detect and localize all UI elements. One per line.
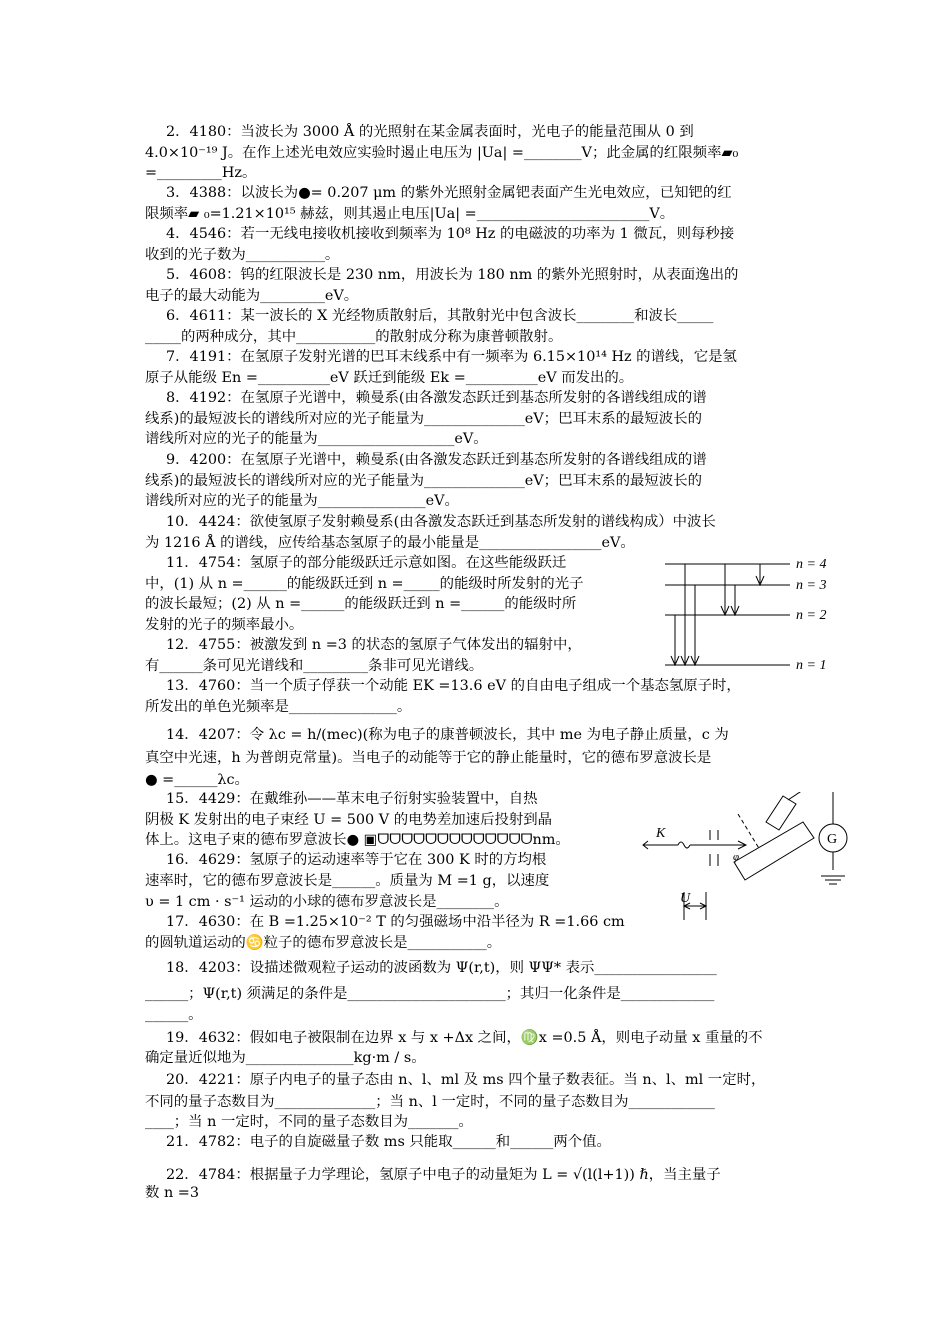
galvanometer-label: G xyxy=(827,832,838,847)
text-line: 2．4180：当波长为 3000 Å 的光照射在某金属表面时，光电子的能量范围从 0 到 xyxy=(166,124,694,140)
text-line: 中，(1) 从 n =______的能级跃迁到 n =_____的能级时所发射的光子 xyxy=(145,576,584,592)
text-line: 18．4203：设描述微观粒子运动的波函数为 Ψ(r,t)，则 ΨΨ* 表示_________________ xyxy=(166,960,717,976)
text-line: 13．4760：当一个质子俘获一个动能 EK =13.6 eV 的自由电子组成一个基态氢原子时， xyxy=(166,678,741,694)
text-line: ● =______λc。 xyxy=(145,772,249,788)
text-line: 收到的光子数为___________。 xyxy=(145,247,340,263)
text-line: 线系)的最短波长的谱线所对应的光子能量为______________eV；巴耳末系的最短波长的 xyxy=(145,411,702,427)
text-line: 电子的最大动能为_________eV。 xyxy=(145,288,359,304)
text-line: 21．4782：电子的自旋磁量子数 ms 只能取______和______两个值。 xyxy=(166,1134,611,1150)
text-line: 所发出的单色光频率是_______________。 xyxy=(145,699,412,715)
level-label-n4: n = 4 xyxy=(796,557,827,572)
text-line: 11．4754：氢原子的部分能级跃迁示意如图。在这些能级跃迁 xyxy=(166,555,567,571)
text-line: 速率时，它的德布罗意波长是______。质量为 M =1 g，以速度 xyxy=(145,873,550,889)
text-line: 5．4608：钨的红限波长是 230 nm，用波长为 180 nm 的紫外光照射时，从表面逸出的 xyxy=(166,267,739,283)
text-line: 不同的量子态数目为______________；当 n、l 一定时，不同的量子态数目为____________ xyxy=(145,1094,715,1110)
text-line: υ = 1 cm · s⁻¹ 运动的小球的德布罗意波长是________。 xyxy=(145,894,509,910)
text-line: 9．4200：在氢原子光谱中，赖曼系(由各激发态跃迁到基态所发射的各谱线组成的谱 xyxy=(166,452,707,468)
text-line: 体上。这电子束的德布罗意波长● ▣ᗜᗜᗜᗜᗜᗜᗜᗜᗜᗜᗜᗜᗜnm。 xyxy=(145,832,570,848)
text-line: 发射的光子的频率最小。 xyxy=(145,617,304,633)
text-line: 真空中光速，h 为普朗克常量)。当电子的动能等于它的静止能量时，它的德布罗意波长是 xyxy=(145,750,712,766)
text-line: 谱线所对应的光子的能量为___________________eV。 xyxy=(145,431,488,447)
level-label-n2: n = 2 xyxy=(796,608,827,623)
text-line: 16．4629：氢原子的运动速率等于它在 300 K 时的方均根 xyxy=(166,852,547,868)
davisson-germer-apparatus xyxy=(638,792,860,932)
voltage-label: U xyxy=(680,891,691,906)
text-line: _____的两种成分，其中___________的散射成分称为康普顿散射。 xyxy=(145,329,563,345)
text-line: 的波长最短；(2) 从 n =______的能级跃迁到 n =______的能级时所 xyxy=(145,596,577,612)
angle-label: φ xyxy=(733,851,740,863)
text-line: 限频率▰ ₀=1.21×10¹⁵ 赫兹，则其遏止电压|Ua| =________________________V。 xyxy=(145,206,675,222)
text-line: 14．4207：令 λc = h/(mec)(称为电子的康普顿波长，其中 me 为电子静止质量，c 为 xyxy=(166,727,729,743)
text-line: 6．4611：某一波长的 X 光经物质散射后，其散射光中包含波长________和波长_____ xyxy=(166,308,714,324)
text-line: 谱线所对应的光子的能量为_______________eV。 xyxy=(145,493,459,509)
text-line: 7．4191：在氢原子发射光谱的巴耳末线系中有一频率为 6.15×10¹⁴ Hz 的谱线，它是氢 xyxy=(166,349,737,365)
text-line: 确定量近似地为_______________kg·m / s。 xyxy=(145,1050,426,1066)
text-line: 原子从能级 En =__________eV 跃迁到能级 Ek =__________eV 而发出的。 xyxy=(145,370,634,386)
text-line: 4.0×10⁻¹⁹ J。在作上述光电效应实验时遏止电压为 |Ua| =________V；此金属的红限频率▰₀ xyxy=(145,145,739,161)
energy-level-diagram xyxy=(655,552,840,677)
cathode-label: K xyxy=(656,826,666,841)
text-line: 线系)的最短波长的谱线所对应的光子能量为______________eV；巴耳末系的最短波长的 xyxy=(145,473,702,489)
text-line: 19．4632：假如电子被限制在边界 x 与 x +Δx 之间，♍x =0.5 Å，则电子动量 x 重量的不 xyxy=(166,1030,763,1046)
text-line: 阴极 K 发射出的电子束经 U = 500 V 的电势差加速后投射到晶 xyxy=(145,812,553,828)
text-line: 4．4546：若一无线电接收机接收到频率为 10⁸ Hz 的电磁波的功率为 1 微瓦，则每秒接 xyxy=(166,226,735,242)
text-line: 3．4388：以波长为●= 0.207 μm 的紫外光照射金属钯表面产生光电效应，已知钯的红 xyxy=(166,185,732,201)
text-line: 15．4429：在戴维孙——革末电子衍射实验装置中，自热 xyxy=(166,791,538,807)
text-line: 12．4755：被激发到 n =3 的状态的氢原子气体发出的辐射中， xyxy=(166,637,582,653)
text-line: 的圆轨道运动的♋粒子的德布罗意波长是___________。 xyxy=(145,935,502,951)
text-line: =_________Hz。 xyxy=(145,165,257,181)
text-line: 20．4221：原子内电子的量子态由 n、l、ml 及 ms 四个量子数表征。当 n、l、ml 一定时， xyxy=(166,1072,766,1088)
text-line: 数 n =3 xyxy=(145,1185,200,1201)
text-line: 10．4424：欲使氢原子发射赖曼系(由各激发态跃迁到基态所发射的谱线构成）中波长 xyxy=(166,514,716,530)
text-line: 22．4784：根据量子力学理论，氢原子中电子的动量矩为 L = √(l(l+1)) ℏ，当主量子 xyxy=(166,1167,721,1183)
text-line: 8．4192：在氢原子光谱中，赖曼系(由各激发态跃迁到基态所发射的各谱线组成的谱 xyxy=(166,390,707,406)
text-line: ____；当 n 一定时，不同的量子态数目为_______。 xyxy=(145,1114,473,1130)
level-label-n3: n = 3 xyxy=(796,578,827,593)
text-line: 有______条可见光谱线和_________条非可见光谱线。 xyxy=(145,658,484,674)
text-line: 为 1216 Å 的谱线，应传给基态氢原子的最小能量是_________________eV。 xyxy=(145,535,635,551)
level-label-n1: n = 1 xyxy=(796,658,827,673)
text-line: ______。 xyxy=(145,1007,203,1023)
text-line: ______；Ψ(r,t) 须满足的条件是______________________；其归一化条件是_____________ xyxy=(145,986,715,1002)
text-line: 17．4630：在 B =1.25×10⁻² T 的匀强磁场中沿半径为 R =1.66 cm xyxy=(166,914,625,930)
